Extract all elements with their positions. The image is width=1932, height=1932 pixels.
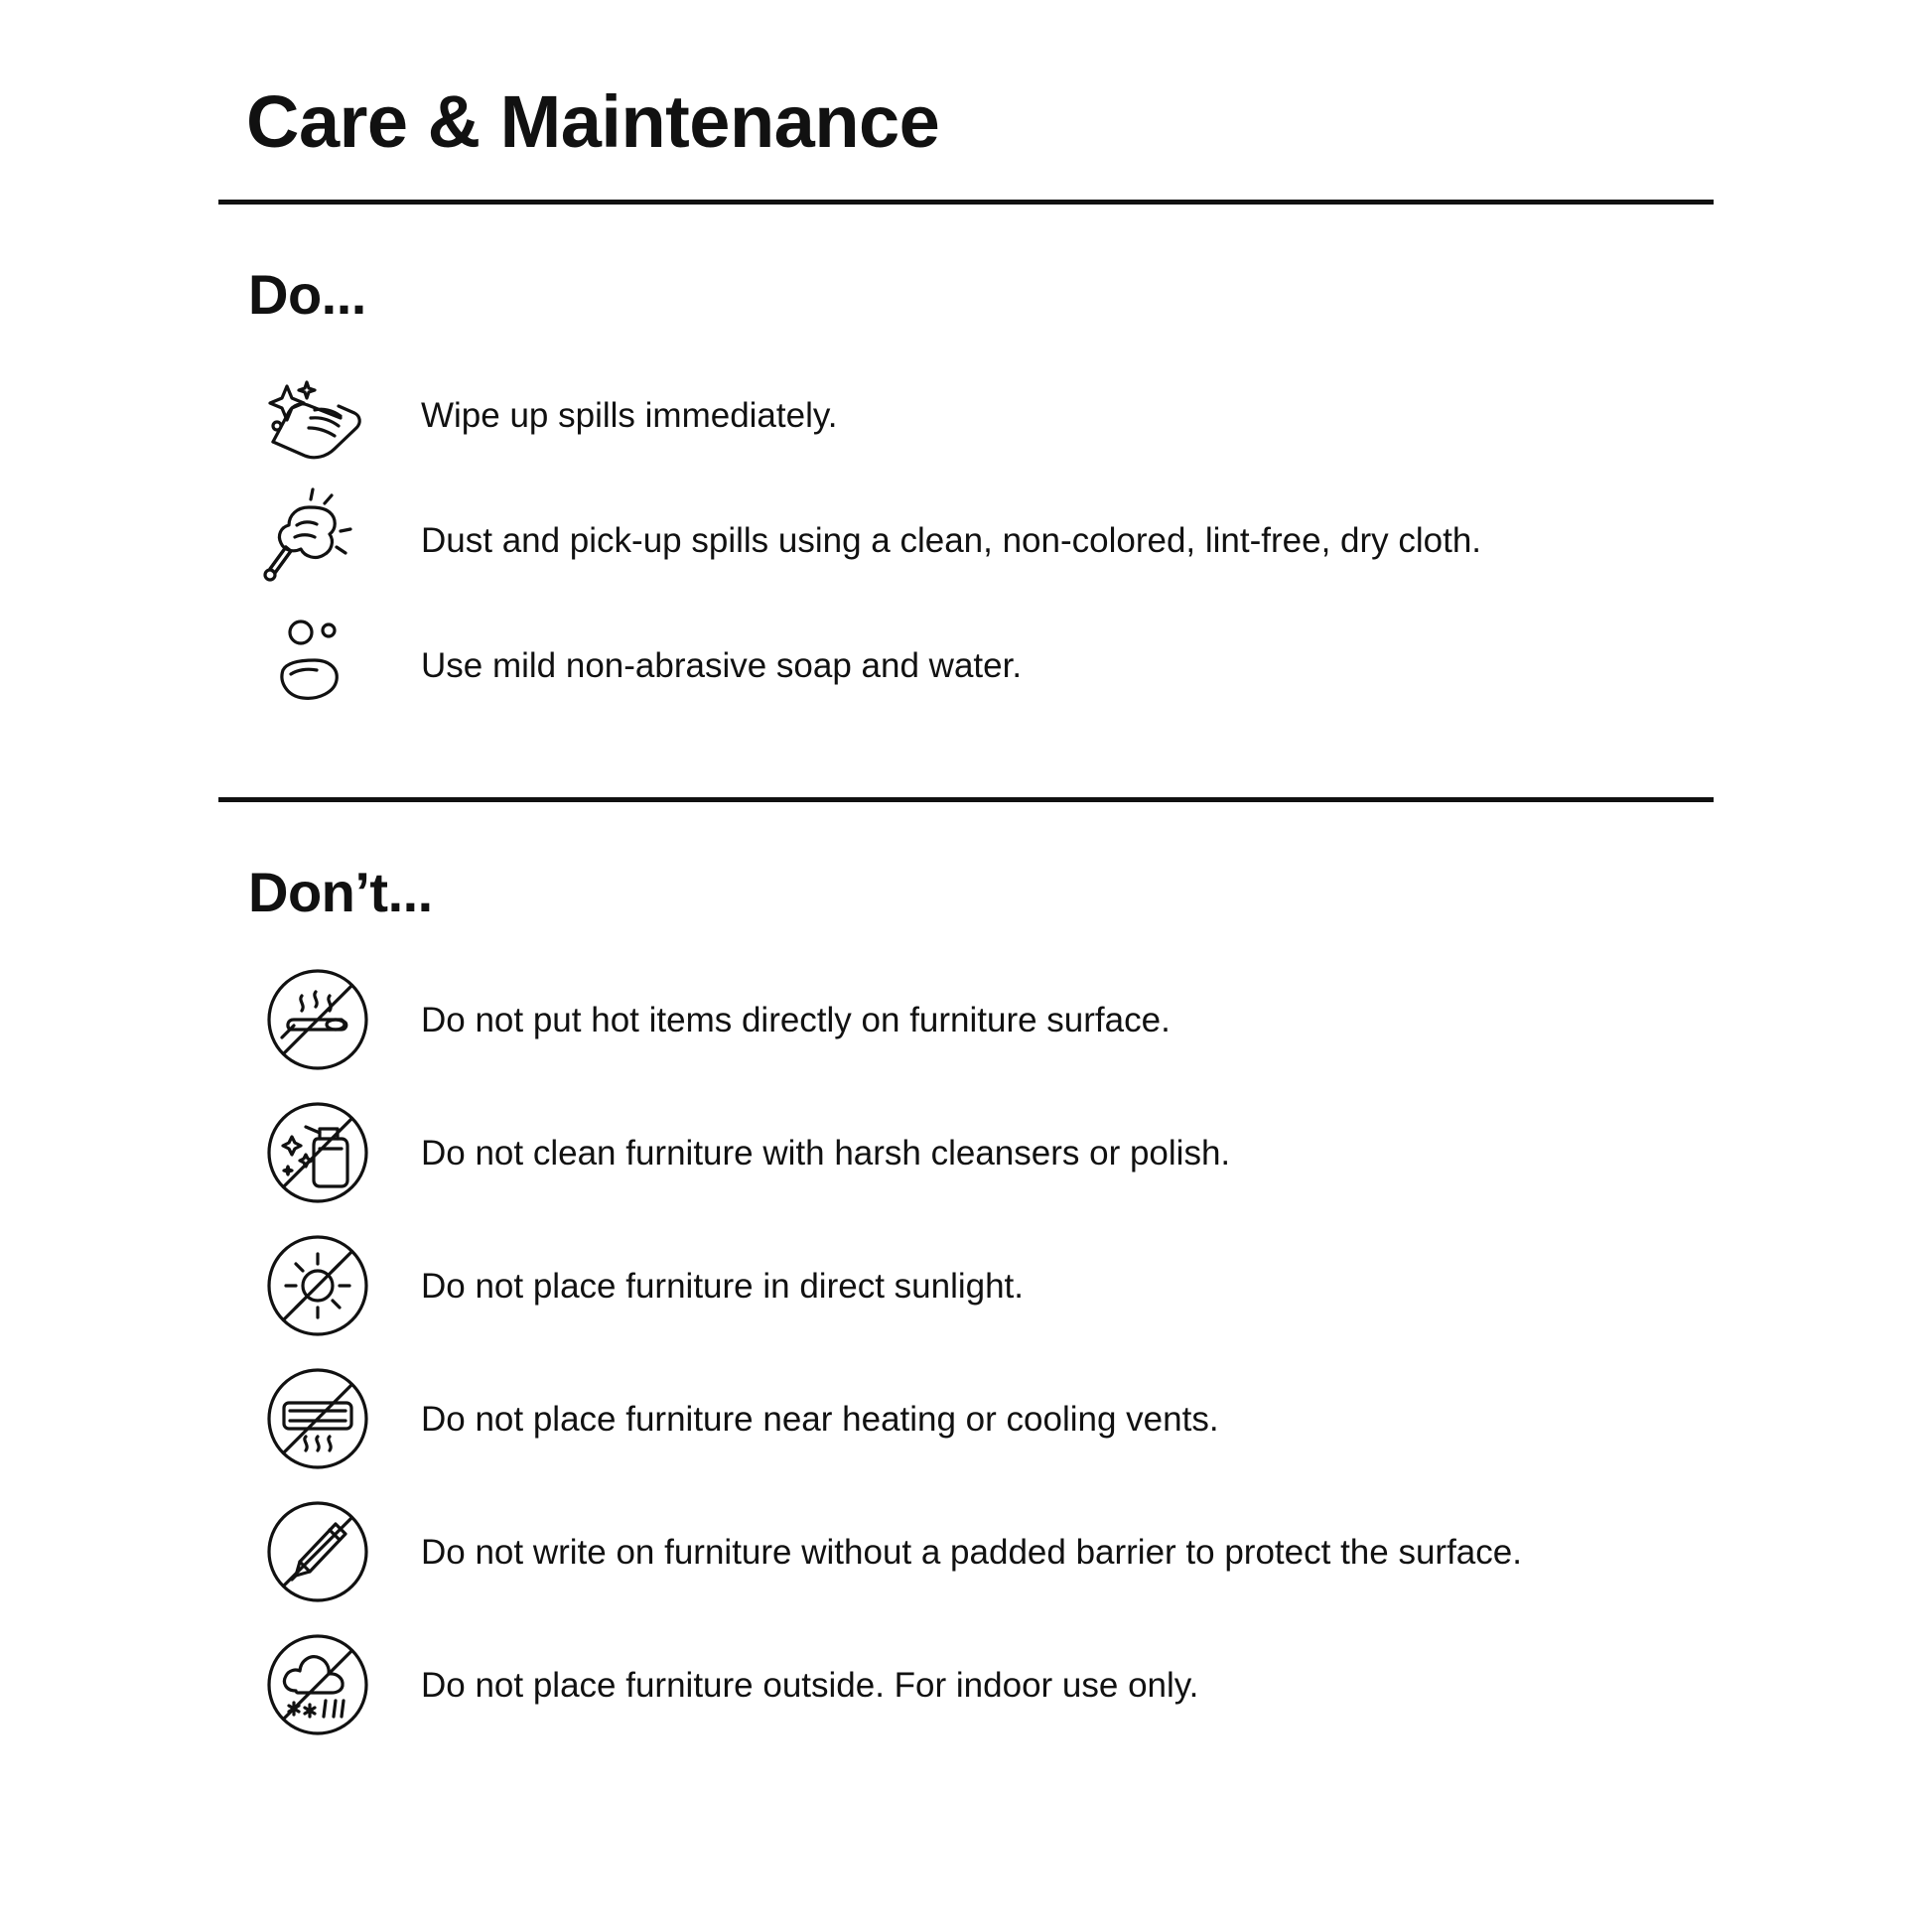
wiping-hand-cloth-icon [248,360,387,470]
dont-item-list [248,958,1714,1746]
list-item [248,1357,1714,1480]
no-spray-cleanser-icon [248,1091,387,1214]
list-item [248,958,1714,1081]
list-item-label: Do not place furniture near heating or cooling vents. [421,1399,1219,1439]
page-title: Care & Maintenance [246,80,940,163]
do-section-heading: Do... [248,263,366,327]
no-outdoor-weather-icon [248,1623,387,1746]
dont-section [218,860,1714,1746]
list-item [248,1224,1714,1347]
section-divider [218,797,1714,802]
list-item-label: Do not put hot items directly on furniture surface. [421,1000,1171,1039]
no-hot-items-icon [248,958,387,1081]
do-section [218,262,1714,720]
no-writing-pen-icon [248,1490,387,1613]
list-item [248,1490,1714,1613]
list-item-label: Use mild non-abrasive soap and water. [421,645,1023,685]
list-item [248,360,1714,470]
list-item-label: Dust and pick-up spills using a clean, non-colored, lint-free, dry cloth. [421,520,1482,560]
title-divider [218,200,1714,205]
list-item-label: Do not place furniture outside. For indoor use only. [421,1665,1199,1705]
list-item [248,1091,1714,1214]
list-item-label: Do not clean furniture with harsh cleansers or polish. [421,1133,1231,1173]
list-item [248,485,1714,595]
no-direct-sunlight-icon [248,1224,387,1347]
soap-bubbles-icon [248,611,387,720]
duster-icon [248,485,387,595]
no-hvac-vent-icon [248,1357,387,1480]
list-item-label: Do not place furniture in direct sunlight. [421,1266,1024,1306]
list-item-label: Do not write on furniture without a padded barrier to protect the surface. [421,1532,1522,1572]
list-item [248,1623,1714,1746]
dont-section-heading: Don’t... [248,861,433,924]
do-item-list [248,360,1714,720]
list-item [248,611,1714,720]
list-item-label: Wipe up spills immediately. [421,395,838,435]
